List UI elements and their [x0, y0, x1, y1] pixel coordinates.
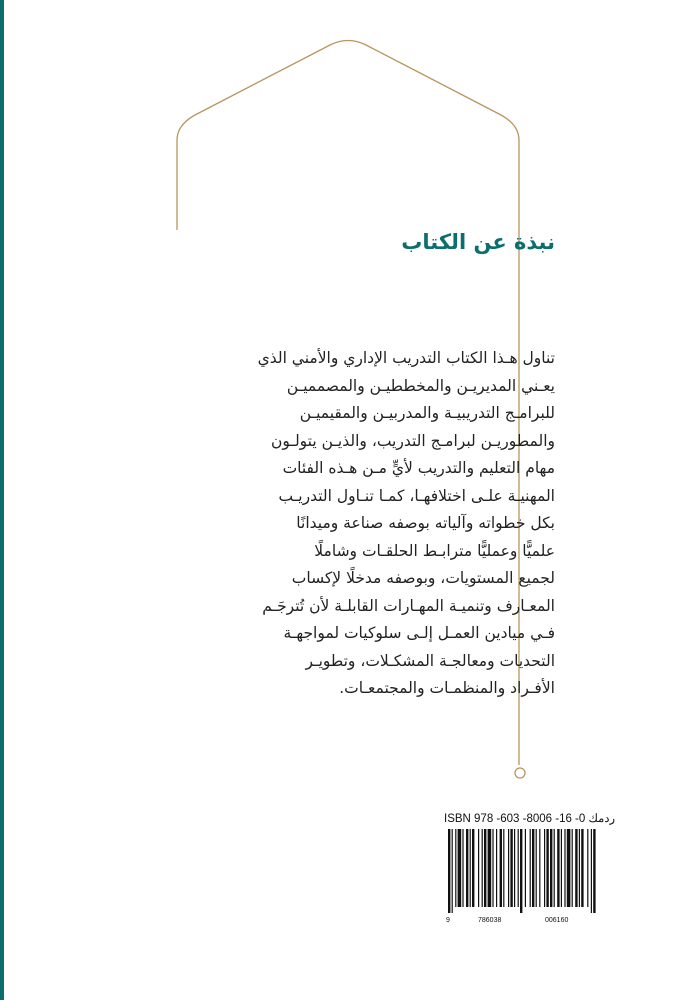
- description-line: والمطوريـن لبرامـج التدريب، والذيـن يتولـون: [271, 431, 555, 450]
- description-line: الأفـراد والمنظمـات والمجتمعـات.: [339, 679, 555, 697]
- barcode-bar: [466, 829, 468, 907]
- isbn-barcode: [448, 829, 598, 915]
- barcode-bar: [544, 829, 545, 907]
- barcode-bar: [581, 829, 583, 907]
- barcode-bar: [593, 829, 595, 913]
- barcode-bar: [539, 829, 540, 907]
- barcode-bar: [591, 829, 592, 913]
- barcode-bar: [557, 829, 559, 907]
- description-line: مهام التعليم والتدريب لأيٍّ مـن هـذه الفئات: [282, 459, 555, 477]
- barcode-bar: [575, 829, 577, 907]
- description-line: للبرامـج التدريبيـة والمدربيـن والمقيميـن: [299, 404, 555, 422]
- barcode-bar: [572, 829, 573, 907]
- barcode-bar: [496, 829, 497, 907]
- barcode-bar: [462, 829, 463, 907]
- isbn-label: ISBN 978 -603 -8006 -16 -0 ردمك: [444, 813, 616, 825]
- barcode-bar: [458, 829, 462, 907]
- barcode-bar: [587, 829, 588, 907]
- description-line: علميًّا وعمليًّا مترابـط الحلقـات وشاملًا: [314, 541, 555, 560]
- barcode-bar: [532, 829, 534, 907]
- barcode-bar: [525, 829, 526, 907]
- barcode-bar: [520, 829, 522, 913]
- barcode-bar: [514, 829, 515, 907]
- barcode-bar: [503, 829, 504, 907]
- description-line: المهنيـة علـى اختلافهـا، كمـا تنـاول التدريـب: [278, 486, 555, 505]
- barcode-bar: [579, 829, 580, 907]
- barcode-bar: [546, 829, 548, 907]
- barcode-bar: [518, 829, 519, 907]
- barcode-bar: [455, 829, 456, 907]
- barcode-bar: [452, 829, 453, 913]
- description-line: التحديات ومعالجـة المشكـلات، وتطويـر: [305, 651, 555, 670]
- description-line: فـي ميادين العمـل إلـى سلوكيات لمواجهـة: [283, 624, 555, 642]
- barcode-bar: [554, 829, 555, 907]
- barcode-bar: [510, 829, 512, 907]
- barcode-bar: [448, 829, 450, 913]
- barcode-bar: [470, 829, 471, 907]
- description-line: المعـارف وتنميـة المهـارات القابلـة لأن تُترجَـم: [262, 596, 555, 615]
- barcode-bar: [536, 829, 537, 907]
- barcode-digits-left: 786038: [478, 917, 502, 924]
- barcode-bar: [500, 829, 502, 907]
- description-line: لجميع المستويات، وبوصفه مدخلًا لإكساب: [291, 569, 555, 587]
- barcode-bar: [564, 829, 565, 907]
- barcode-bar: [561, 829, 562, 907]
- section-heading: نبذة عن الكتاب: [401, 230, 555, 254]
- description-line: يعـني المديريـن والمخططيـن والمصمميـن: [286, 376, 555, 395]
- barcode-bar: [508, 829, 509, 907]
- barcode-bar: [472, 829, 474, 907]
- barcode-bar: [550, 829, 552, 907]
- barcode-digits-right: 006160: [545, 917, 569, 924]
- barcode-digit-first: 9: [446, 917, 450, 924]
- barcode-bar: [567, 829, 571, 907]
- frame-end-circle-icon: [515, 768, 525, 778]
- barcode-bar: [492, 829, 493, 907]
- description-line: بكل خطواته وآلياته بوصفه صناعة وميدانًا: [296, 514, 555, 532]
- description-line: تناول هـذا الكتاب التدريب الإداري والأمني الذي: [257, 349, 555, 367]
- barcode-bar: [478, 829, 479, 907]
- book-description: [190, 345, 555, 703]
- barcode-bar: [484, 829, 486, 907]
- barcode-bar: [488, 829, 492, 907]
- barcode-bar: [530, 829, 531, 907]
- barcode-bar: [482, 829, 483, 907]
